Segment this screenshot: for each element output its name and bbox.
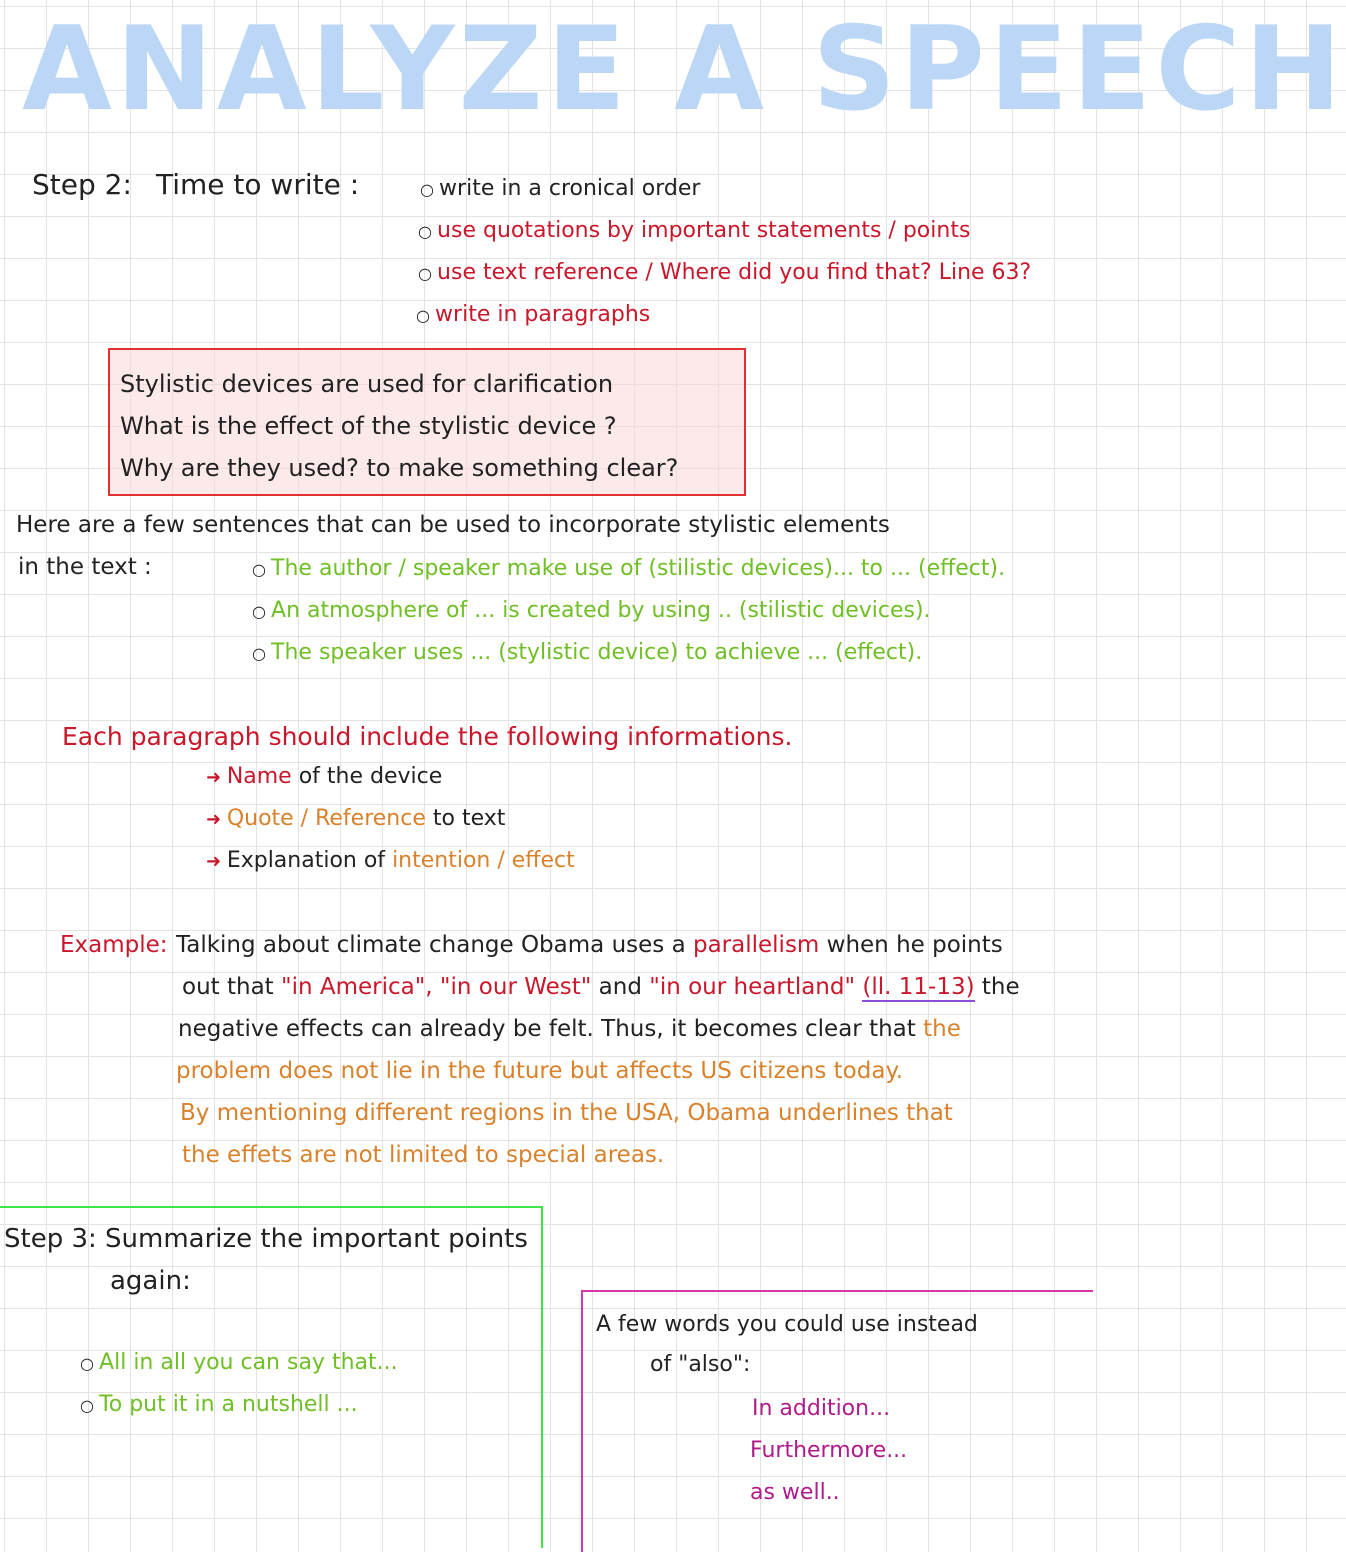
example-line: negative effects can already be felt. Thus, it becomes clear that the <box>178 1016 961 1042</box>
paragraph-item: ➜ Explanation of intention / effect <box>206 848 575 873</box>
page-title: ANALYZE A SPEECH <box>22 2 1346 137</box>
stylistic-line: Why are they used? to make something clear? <box>120 454 679 482</box>
step3-box <box>0 1206 543 1548</box>
paragraph-item: ➜ Name of the device <box>206 764 443 789</box>
paragraph-heading: Each paragraph should include the following informations. <box>62 722 793 751</box>
stylistic-line: What is the effect of the stylistic device ? <box>120 412 617 440</box>
alternative-word: Furthermore... <box>750 1438 908 1463</box>
summary-item: ○ All in all you can say that... <box>80 1350 398 1375</box>
summary-item: ○ To put it in a nutshell ... <box>80 1392 358 1417</box>
arrow-icon: ➜ <box>206 851 227 872</box>
sentences-intro: Here are a few sentences that can be used to incorporate stylistic elements <box>16 512 890 538</box>
also-heading-2: of "also": <box>650 1352 751 1377</box>
alternative-word: In addition... <box>752 1396 891 1421</box>
alternative-word: as well.. <box>750 1480 840 1505</box>
sentences-intro-2: in the text : <box>18 554 152 580</box>
step3-heading-2: again: <box>110 1266 191 1296</box>
example-line: out that "in America", "in our West" and "in our heartland" (ll. 11-13) the <box>182 974 1020 1000</box>
step2-heading: Time to write : <box>156 168 360 201</box>
example-line: the effets are not limited to special areas. <box>182 1142 665 1168</box>
stylistic-line: Stylistic devices are used for clarification <box>120 370 614 398</box>
example-line: problem does not lie in the future but affects US citizens today. <box>176 1058 904 1084</box>
sentence-item: ○ The author / speaker make use of (stilistic devices)... to ... (effect). <box>252 556 1005 581</box>
example-line: Talking about climate change Obama uses a parallelism when he points <box>176 932 1003 958</box>
step2-point: ○ write in a cronical order <box>420 176 700 201</box>
step2-point: ○ use text reference / Where did you find that? Line 63? <box>418 260 1031 285</box>
arrow-icon: ➜ <box>206 767 227 788</box>
sentence-item: ○ An atmosphere of ... is created by using .. (stilistic devices). <box>252 598 931 623</box>
paragraph-item: ➜ Quote / Reference to text <box>206 806 506 831</box>
step2-point: ○ use quotations by important statements / points <box>418 218 970 243</box>
sentence-item: ○ The speaker uses ... (stylistic device) to achieve ... (effect). <box>252 640 922 665</box>
step3-heading: Step 3: Summarize the important points <box>4 1224 528 1254</box>
step2-point: ○ write in paragraphs <box>416 302 650 327</box>
example-line: By mentioning different regions in the USA, Obama underlines that <box>180 1100 953 1126</box>
stylistic-devices-box <box>108 348 746 496</box>
step2-label: Step 2: <box>32 168 132 201</box>
example-label: Example: <box>60 932 168 958</box>
also-heading: A few words you could use instead <box>596 1312 978 1337</box>
arrow-icon: ➜ <box>206 809 227 830</box>
